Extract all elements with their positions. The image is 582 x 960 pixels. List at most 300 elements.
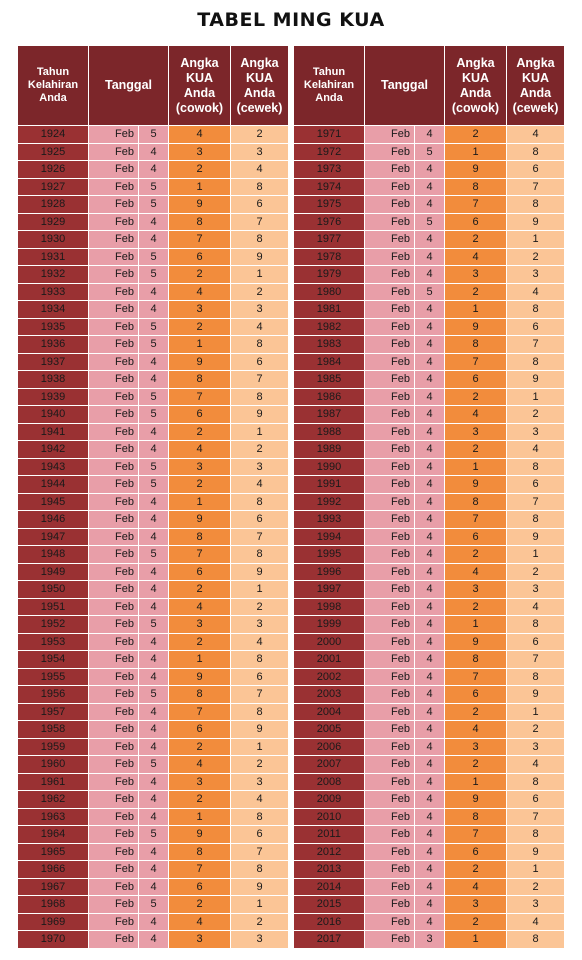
cell-birth-year: 1995 <box>294 546 365 564</box>
cell-birth-year: 1947 <box>18 528 89 546</box>
cell-month: Feb <box>89 703 139 721</box>
cell-birth-year: 1938 <box>18 371 89 389</box>
table-row <box>18 931 289 949</box>
cell-month: Feb <box>365 196 415 214</box>
cell-kua-male: 2 <box>169 161 231 179</box>
table-row <box>294 878 565 896</box>
cell-birth-year: 1962 <box>18 791 89 809</box>
cell-birth-year: 1960 <box>18 756 89 774</box>
table-row <box>294 668 565 686</box>
table-row <box>18 388 289 406</box>
cell-kua-female: 4 <box>507 441 565 459</box>
cell-month: Feb <box>365 721 415 739</box>
cell-month: Feb <box>89 738 139 756</box>
cell-kua-female: 3 <box>507 896 565 914</box>
cell-birth-year: 2009 <box>294 791 365 809</box>
cell-kua-female: 7 <box>507 493 565 511</box>
cell-day: 4 <box>415 598 445 616</box>
cell-day: 4 <box>415 668 445 686</box>
cell-month: Feb <box>365 791 415 809</box>
cell-kua-male: 2 <box>445 756 507 774</box>
cell-kua-female: 1 <box>507 388 565 406</box>
cell-birth-year: 1985 <box>294 371 365 389</box>
cell-kua-female: 2 <box>231 441 289 459</box>
cell-day: 4 <box>415 231 445 249</box>
cell-month: Feb <box>365 301 415 319</box>
table-row <box>294 283 565 301</box>
cell-kua-male: 2 <box>445 546 507 564</box>
cell-kua-male: 9 <box>445 318 507 336</box>
cell-kua-female: 2 <box>231 756 289 774</box>
cell-month: Feb <box>365 423 415 441</box>
kua-table-right <box>293 45 565 949</box>
cell-day: 5 <box>139 178 169 196</box>
cell-birth-year: 1958 <box>18 721 89 739</box>
cell-kua-female: 7 <box>231 843 289 861</box>
cell-kua-female: 6 <box>231 826 289 844</box>
cell-month: Feb <box>365 878 415 896</box>
cell-kua-female: 8 <box>231 861 289 879</box>
cell-day: 4 <box>139 353 169 371</box>
cell-kua-male: 7 <box>445 353 507 371</box>
cell-birth-year: 2006 <box>294 738 365 756</box>
cell-kua-male: 8 <box>169 213 231 231</box>
table-row <box>294 458 565 476</box>
cell-month: Feb <box>365 143 415 161</box>
cell-kua-female: 1 <box>231 423 289 441</box>
cell-month: Feb <box>89 861 139 879</box>
cell-month: Feb <box>365 178 415 196</box>
cell-day: 4 <box>415 581 445 599</box>
cell-birth-year: 1959 <box>18 738 89 756</box>
table-row <box>294 248 565 266</box>
cell-day: 5 <box>139 266 169 284</box>
cell-kua-male: 7 <box>445 196 507 214</box>
table-row <box>18 563 289 581</box>
cell-day: 4 <box>415 721 445 739</box>
cell-kua-female: 3 <box>231 931 289 949</box>
cell-kua-male: 8 <box>445 493 507 511</box>
cell-kua-female: 8 <box>231 808 289 826</box>
cell-kua-male: 2 <box>169 266 231 284</box>
cell-birth-year: 1980 <box>294 283 365 301</box>
cell-birth-year: 1999 <box>294 616 365 634</box>
cell-kua-female: 1 <box>507 703 565 721</box>
cell-birth-year: 1984 <box>294 353 365 371</box>
cell-day: 5 <box>139 336 169 354</box>
cell-birth-year: 1996 <box>294 563 365 581</box>
cell-kua-male: 7 <box>445 826 507 844</box>
cell-kua-male: 2 <box>169 318 231 336</box>
cell-kua-female: 8 <box>231 231 289 249</box>
cell-birth-year: 2000 <box>294 633 365 651</box>
cell-kua-female: 8 <box>507 668 565 686</box>
cell-kua-female: 2 <box>231 913 289 931</box>
cell-kua-male: 2 <box>169 896 231 914</box>
cell-birth-year: 1991 <box>294 476 365 494</box>
cell-kua-male: 7 <box>169 546 231 564</box>
header-date: Tanggal <box>89 46 169 126</box>
cell-day: 5 <box>415 143 445 161</box>
table-row <box>18 371 289 389</box>
cell-birth-year: 1993 <box>294 511 365 529</box>
cell-kua-male: 3 <box>169 301 231 319</box>
cell-birth-year: 1967 <box>18 878 89 896</box>
table-row <box>18 493 289 511</box>
cell-day: 4 <box>415 196 445 214</box>
cell-kua-male: 3 <box>169 458 231 476</box>
cell-day: 4 <box>139 301 169 319</box>
table-row <box>18 301 289 319</box>
cell-day: 4 <box>415 791 445 809</box>
cell-kua-female: 8 <box>507 931 565 949</box>
cell-birth-year: 1990 <box>294 458 365 476</box>
table-row <box>294 563 565 581</box>
cell-day: 5 <box>139 248 169 266</box>
table-row <box>18 213 289 231</box>
cell-birth-year: 2010 <box>294 808 365 826</box>
cell-day: 4 <box>415 476 445 494</box>
table-row <box>294 616 565 634</box>
cell-birth-year: 1975 <box>294 196 365 214</box>
cell-kua-male: 3 <box>445 266 507 284</box>
cell-kua-female: 2 <box>507 248 565 266</box>
cell-month: Feb <box>89 651 139 669</box>
cell-month: Feb <box>89 458 139 476</box>
cell-birth-year: 2004 <box>294 703 365 721</box>
cell-kua-female: 3 <box>231 301 289 319</box>
table-row <box>294 756 565 774</box>
cell-birth-year: 2005 <box>294 721 365 739</box>
cell-day: 5 <box>139 318 169 336</box>
cell-birth-year: 1924 <box>18 126 89 144</box>
cell-kua-male: 8 <box>169 686 231 704</box>
cell-month: Feb <box>89 476 139 494</box>
table-row <box>294 528 565 546</box>
cell-day: 4 <box>415 686 445 704</box>
cell-month: Feb <box>89 546 139 564</box>
cell-kua-female: 4 <box>231 476 289 494</box>
cell-day: 4 <box>139 808 169 826</box>
cell-day: 4 <box>139 931 169 949</box>
header-kua-male: Angka KUA Anda (cowok) <box>169 46 231 126</box>
cell-birth-year: 1931 <box>18 248 89 266</box>
cell-kua-female: 1 <box>507 861 565 879</box>
table-row <box>18 353 289 371</box>
cell-month: Feb <box>89 248 139 266</box>
cell-month: Feb <box>365 703 415 721</box>
table-header-row <box>18 46 289 126</box>
cell-kua-female: 2 <box>507 406 565 424</box>
cell-day: 5 <box>415 213 445 231</box>
cell-month: Feb <box>89 213 139 231</box>
cell-kua-male: 8 <box>445 651 507 669</box>
header-date: Tanggal <box>365 46 445 126</box>
cell-kua-female: 3 <box>507 581 565 599</box>
cell-birth-year: 1961 <box>18 773 89 791</box>
cell-kua-female: 4 <box>507 283 565 301</box>
cell-day: 5 <box>139 896 169 914</box>
table-row <box>18 738 289 756</box>
table-row <box>18 686 289 704</box>
cell-birth-year: 1949 <box>18 563 89 581</box>
cell-kua-female: 6 <box>231 511 289 529</box>
cell-kua-female: 3 <box>507 738 565 756</box>
cell-kua-female: 8 <box>507 196 565 214</box>
cell-kua-male: 4 <box>169 756 231 774</box>
cell-month: Feb <box>365 598 415 616</box>
cell-kua-male: 2 <box>445 913 507 931</box>
table-row <box>18 161 289 179</box>
cell-kua-male: 7 <box>445 668 507 686</box>
cell-day: 4 <box>415 301 445 319</box>
cell-kua-female: 8 <box>231 336 289 354</box>
cell-day: 4 <box>139 283 169 301</box>
cell-birth-year: 2007 <box>294 756 365 774</box>
cell-birth-year: 1942 <box>18 441 89 459</box>
cell-month: Feb <box>89 161 139 179</box>
cell-birth-year: 1926 <box>18 161 89 179</box>
cell-month: Feb <box>89 616 139 634</box>
cell-birth-year: 1929 <box>18 213 89 231</box>
cell-birth-year: 1977 <box>294 231 365 249</box>
cell-month: Feb <box>365 231 415 249</box>
cell-birth-year: 1998 <box>294 598 365 616</box>
table-row <box>294 126 565 144</box>
cell-day: 4 <box>415 388 445 406</box>
cell-birth-year: 2001 <box>294 651 365 669</box>
cell-kua-male: 7 <box>445 511 507 529</box>
cell-kua-male: 2 <box>445 861 507 879</box>
cell-day: 4 <box>415 161 445 179</box>
cell-kua-male: 7 <box>169 703 231 721</box>
cell-kua-male: 6 <box>445 371 507 389</box>
cell-kua-female: 6 <box>507 791 565 809</box>
table-row <box>294 686 565 704</box>
cell-kua-male: 6 <box>445 528 507 546</box>
cell-kua-female: 3 <box>231 773 289 791</box>
cell-day: 4 <box>139 563 169 581</box>
cell-kua-female: 7 <box>231 528 289 546</box>
table-row <box>294 388 565 406</box>
cell-kua-male: 4 <box>169 126 231 144</box>
table-row <box>18 336 289 354</box>
cell-birth-year: 1981 <box>294 301 365 319</box>
cell-month: Feb <box>89 931 139 949</box>
cell-day: 4 <box>139 231 169 249</box>
cell-kua-female: 6 <box>507 161 565 179</box>
cell-kua-female: 6 <box>231 668 289 686</box>
cell-day: 4 <box>415 826 445 844</box>
cell-kua-female: 3 <box>231 458 289 476</box>
cell-month: Feb <box>365 511 415 529</box>
cell-kua-female: 8 <box>231 651 289 669</box>
cell-day: 4 <box>139 703 169 721</box>
cell-kua-female: 7 <box>507 651 565 669</box>
cell-birth-year: 2002 <box>294 668 365 686</box>
cell-birth-year: 2012 <box>294 843 365 861</box>
table-row <box>294 633 565 651</box>
table-row <box>18 913 289 931</box>
table-row <box>294 143 565 161</box>
cell-day: 4 <box>415 266 445 284</box>
cell-kua-male: 3 <box>169 143 231 161</box>
cell-kua-female: 2 <box>231 126 289 144</box>
cell-month: Feb <box>89 336 139 354</box>
table-row <box>18 143 289 161</box>
cell-kua-male: 8 <box>169 528 231 546</box>
cell-day: 5 <box>139 756 169 774</box>
table-row <box>294 931 565 949</box>
table-row <box>294 178 565 196</box>
cell-month: Feb <box>365 388 415 406</box>
cell-month: Feb <box>89 686 139 704</box>
table-row <box>294 493 565 511</box>
cell-birth-year: 1997 <box>294 581 365 599</box>
cell-kua-female: 8 <box>507 143 565 161</box>
cell-kua-male: 8 <box>445 336 507 354</box>
cell-day: 4 <box>415 703 445 721</box>
cell-birth-year: 2014 <box>294 878 365 896</box>
table-row <box>294 406 565 424</box>
cell-month: Feb <box>89 371 139 389</box>
table-row <box>18 896 289 914</box>
cell-kua-male: 7 <box>169 231 231 249</box>
cell-kua-male: 3 <box>169 931 231 949</box>
cell-kua-male: 9 <box>445 633 507 651</box>
cell-birth-year: 1989 <box>294 441 365 459</box>
cell-month: Feb <box>365 686 415 704</box>
kua-table-left <box>17 45 289 949</box>
cell-kua-female: 7 <box>231 213 289 231</box>
table-row <box>294 896 565 914</box>
cell-month: Feb <box>365 353 415 371</box>
table-row <box>18 703 289 721</box>
cell-month: Feb <box>89 878 139 896</box>
cell-kua-female: 8 <box>507 458 565 476</box>
cell-birth-year: 1928 <box>18 196 89 214</box>
cell-day: 4 <box>415 353 445 371</box>
table-row <box>18 651 289 669</box>
cell-day: 4 <box>139 738 169 756</box>
page-title: TABEL MING KUA <box>197 9 385 31</box>
cell-birth-year: 1939 <box>18 388 89 406</box>
cell-month: Feb <box>365 283 415 301</box>
table-row <box>294 353 565 371</box>
cell-birth-year: 2016 <box>294 913 365 931</box>
cell-birth-year: 1936 <box>18 336 89 354</box>
cell-day: 4 <box>139 721 169 739</box>
cell-month: Feb <box>89 441 139 459</box>
cell-month: Feb <box>89 511 139 529</box>
cell-kua-female: 1 <box>507 546 565 564</box>
cell-kua-male: 9 <box>169 668 231 686</box>
cell-kua-male: 1 <box>169 336 231 354</box>
table-row <box>294 913 565 931</box>
cell-day: 4 <box>139 493 169 511</box>
cell-day: 4 <box>415 633 445 651</box>
cell-kua-male: 3 <box>169 616 231 634</box>
cell-kua-female: 4 <box>507 126 565 144</box>
cell-day: 5 <box>139 616 169 634</box>
cell-birth-year: 1988 <box>294 423 365 441</box>
cell-birth-year: 2013 <box>294 861 365 879</box>
cell-birth-year: 1944 <box>18 476 89 494</box>
cell-month: Feb <box>365 563 415 581</box>
cell-birth-year: 1974 <box>294 178 365 196</box>
cell-kua-male: 8 <box>445 178 507 196</box>
cell-kua-female: 9 <box>231 721 289 739</box>
cell-kua-female: 8 <box>507 826 565 844</box>
cell-month: Feb <box>365 458 415 476</box>
cell-birth-year: 1983 <box>294 336 365 354</box>
cell-birth-year: 1946 <box>18 511 89 529</box>
table-row <box>294 808 565 826</box>
cell-day: 4 <box>139 598 169 616</box>
cell-kua-female: 8 <box>507 616 565 634</box>
cell-month: Feb <box>365 756 415 774</box>
table-row <box>18 668 289 686</box>
cell-kua-male: 9 <box>169 826 231 844</box>
cell-birth-year: 1935 <box>18 318 89 336</box>
cell-day: 4 <box>415 318 445 336</box>
cell-kua-female: 3 <box>231 616 289 634</box>
table-row <box>294 196 565 214</box>
cell-kua-female: 3 <box>507 423 565 441</box>
cell-month: Feb <box>89 493 139 511</box>
cell-birth-year: 1968 <box>18 896 89 914</box>
cell-kua-male: 2 <box>445 441 507 459</box>
cell-month: Feb <box>365 493 415 511</box>
cell-month: Feb <box>89 283 139 301</box>
cell-kua-male: 1 <box>169 651 231 669</box>
cell-month: Feb <box>365 266 415 284</box>
cell-day: 4 <box>415 441 445 459</box>
cell-birth-year: 1941 <box>18 423 89 441</box>
cell-day: 4 <box>415 126 445 144</box>
cell-day: 4 <box>415 528 445 546</box>
cell-kua-male: 3 <box>169 773 231 791</box>
cell-birth-year: 1987 <box>294 406 365 424</box>
cell-month: Feb <box>89 598 139 616</box>
cell-month: Feb <box>89 231 139 249</box>
kua-tables <box>17 45 563 945</box>
cell-day: 4 <box>139 441 169 459</box>
cell-month: Feb <box>365 931 415 949</box>
cell-kua-male: 7 <box>169 388 231 406</box>
cell-birth-year: 1979 <box>294 266 365 284</box>
cell-day: 4 <box>415 248 445 266</box>
cell-birth-year: 1943 <box>18 458 89 476</box>
cell-kua-male: 4 <box>445 721 507 739</box>
cell-birth-year: 2015 <box>294 896 365 914</box>
cell-day: 4 <box>415 843 445 861</box>
cell-kua-female: 1 <box>231 581 289 599</box>
table-row <box>18 581 289 599</box>
table-row <box>18 423 289 441</box>
cell-kua-female: 9 <box>231 406 289 424</box>
cell-day: 4 <box>415 546 445 564</box>
cell-kua-male: 2 <box>445 598 507 616</box>
table-row <box>18 248 289 266</box>
cell-kua-male: 2 <box>169 423 231 441</box>
cell-month: Feb <box>89 388 139 406</box>
cell-month: Feb <box>365 406 415 424</box>
cell-day: 4 <box>139 633 169 651</box>
cell-birth-year: 1930 <box>18 231 89 249</box>
cell-month: Feb <box>365 126 415 144</box>
cell-kua-male: 2 <box>169 476 231 494</box>
